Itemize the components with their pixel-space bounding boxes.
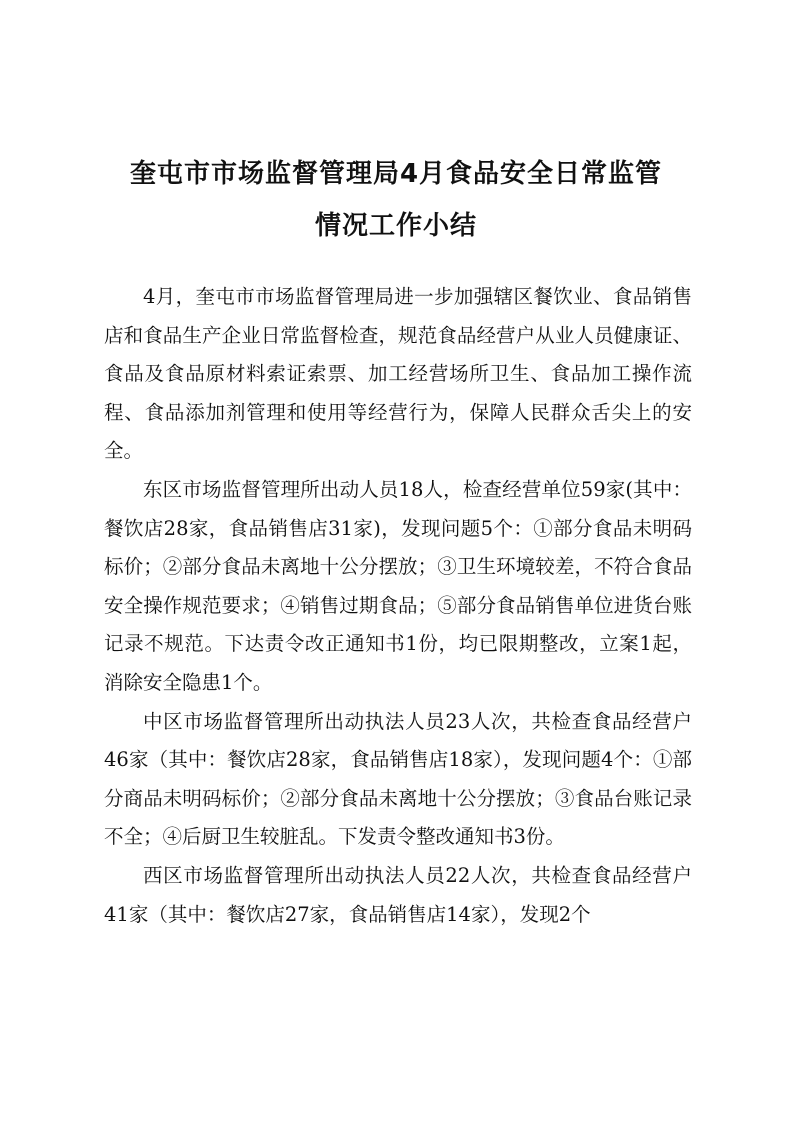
paragraph-west-district: 西区市场监督管理所出动执法人员22人次，共检查食品经营户41家（其中：餐饮店27家，食品销售店14家），发现2个	[104, 863, 692, 926]
paragraph-central-district: 中区市场监督管理所出动执法人员23人次，共检查食品经营户46家（其中：餐饮店28家，食品销售店18家），发现问题4个：①部分商品未明码标价；②部分食品未离地十公分摆放；③食品台账记录不全；④后厨卫生较脏乱。下发责令整改通知书3份。	[104, 709, 692, 849]
paragraph-intro: 4月，奎屯市市场监督管理局进一步加强辖区餐饮业、食品销售店和食品生产企业日常监督检查，规范食品经营户从业人员健康证、食品及食品原材料索证索票、加工经营场所卫生、食品加工操作流程、食品添加剂管理和使用等经营行为，保障人民群众舌尖上的安全。	[104, 285, 692, 463]
paragraph-east-district: 东区市场监督管理所出动人员18人，检查经营单位59家(其中：餐饮店28家，食品销售店31家)，发现问题5个：①部分食品未明码标价；②部分食品未离地十公分摆放；③卫生环境较差，不符合食品安全操作规范要求；④销售过期食品；⑤部分食品销售单位进货台账记录不规范。下达责令改正通知书1份，均已限期整改，立案1起，消除安全隐患1个。	[104, 477, 692, 694]
document-title	[96, 148, 696, 252]
document-body	[104, 278, 692, 934]
title-line-1: 奎屯市市场监督管理局4月食品安全日常监管	[129, 159, 663, 189]
title-line-2: 情况工作小结	[314, 211, 477, 241]
